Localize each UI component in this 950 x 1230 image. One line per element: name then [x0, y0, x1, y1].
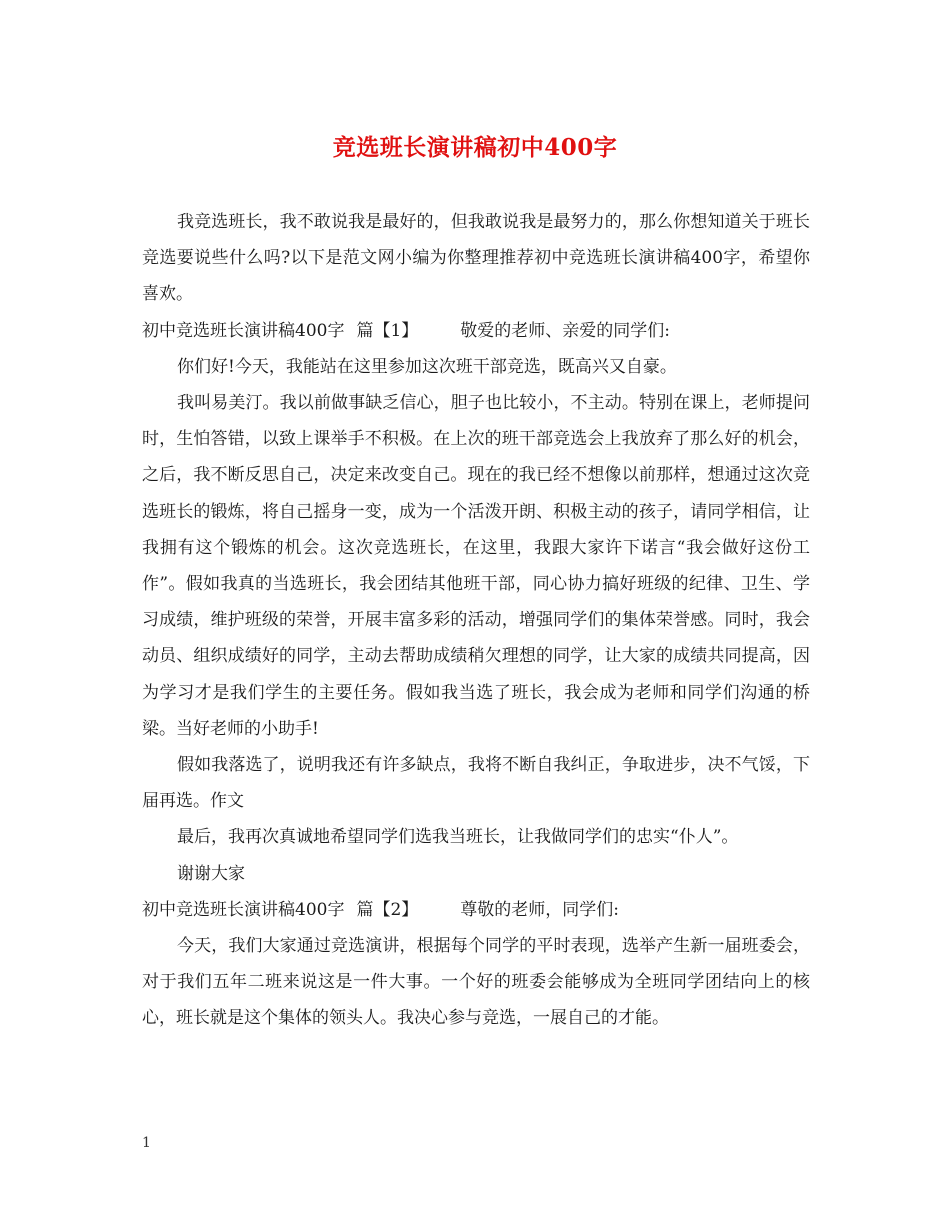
section-1-heading-line	[142, 313, 810, 349]
section-1-salutation: 敬爱的老师、亲爱的同学们:	[460, 320, 671, 341]
page-number: 1	[142, 1135, 151, 1151]
section-1-label: 篇【1】	[356, 320, 419, 341]
section-2-paragraph: 今天，我们大家通过竞选演讲，根据每个同学的平时表现，选举产生新一届班委会，对于我们五年二班来说这是一件大事。一个好的班委会能够成为全班同学团结向上的核心，班长就是这个集体的领头人。我决心参与竞选，一展自己的才能。	[142, 936, 810, 1029]
section-1-heading: 初中竞选班长演讲稿400字	[142, 320, 345, 341]
section-2-salutation: 尊敬的老师，同学们:	[460, 899, 620, 920]
section-1-closing: 谢谢大家	[177, 863, 245, 884]
document-body	[142, 204, 810, 1037]
section-2-label: 篇【2】	[356, 899, 419, 920]
section-1-paragraph: 最后，我再次真诚地希望同学们选我当班长，让我做同学们的忠实“仆人”。	[177, 827, 739, 848]
intro-paragraph: 我竞选班长，我不敢说我是最好的，但我敢说我是最努力的，那么你想知道关于班长竞选要说些什么吗?以下是范文网小编为你整理推荐初中竞选班长演讲稿400字，希望你喜欢。	[142, 212, 810, 305]
section-1-paragraph: 假如我落选了，说明我还有许多缺点，我将不断自我纠正，争取进步，决不气馁，下届再选。作文	[142, 755, 810, 812]
section-1-paragraph: 你们好!今天，我能站在这里参加这次班干部竞选，既高兴又自豪。	[177, 356, 677, 377]
section-1-paragraph: 我叫易美汀。我以前做事缺乏信心，胆子也比较小，不主动。特别在课上，老师提问时，生怕答错，以致上课举手不积极。在上次的班干部竞选会上我放弃了那么好的机会，之后，我不断反思自己，决定来改变自己。现在的我已经不想像以前那样，想通过这次竞选班长的锻炼，将自己摇身一变，成为一个活泼开朗、积极主动的孩子，请同学相信，让我拥有这个锻炼的机会。这次竞选班长，在这里，我跟大家许下诺言“我会做好这份工作”。假如我真的当选班长，我会团结其他班干部，同心协力搞好班级的纪律、卫生、学习成绩，维护班级的荣誉，开展丰富多彩的活动，增强同学们的集体荣誉感。同时，我会动员、组织成绩好的同学，主动去帮助成绩稍欠理想的同学，让大家的成绩共同提高，因为学习才是我们学生的主要任务。假如我当选了班长，我会成为老师和同学们沟通的桥梁。当好老师的小助手!	[142, 393, 810, 739]
section-2-heading-line	[142, 892, 810, 928]
document-title: 竞选班长演讲稿初中400字	[332, 134, 618, 161]
section-2-heading: 初中竞选班长演讲稿400字	[142, 899, 345, 920]
